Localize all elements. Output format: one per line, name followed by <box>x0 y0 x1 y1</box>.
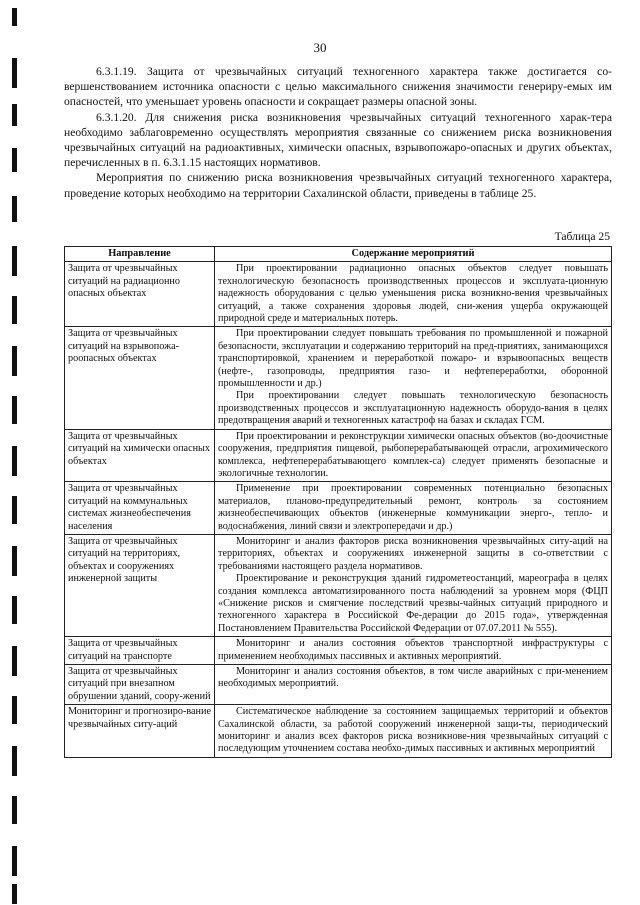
content-paragraph: Систематическое наблюдение за состоянием защищаемых территорий и объектов Сахалинской области, за работой сооружений инженерной защи-ты, периодический мониторинг и анализ всех факторов риска возникнове-ния чрезвычайных ситуаций с последующим уточнением состава необхо-димых пассивных и активных мероприятий <box>218 706 608 755</box>
row-direction: Защита от чрезвычайных ситуаций при внезапном обрушении зданий, соору-жений <box>65 665 215 705</box>
binding-marks <box>12 0 22 905</box>
content-paragraph: При проектировании радиационно опасных объектов следует повышать технологическую безопасность производственных процессов и эксплуата-ционную надежность оборудования с целью уменьшения риска возникно-вения чрезвычайных ситуаций, а также сохранения здоровья людей, сни-жения ущерба окружающей природной среде и материальных потерь. <box>218 263 608 325</box>
table-row <box>65 534 612 636</box>
content-paragraph: При проектировании следует повышать технологическую безопасность производственных процессов и эксплуатационную надежность оборудо-вания в целях предотвращения аварий и техногенных катастроф на базах и складах ГСМ. <box>218 390 608 427</box>
content-paragraph: При проектировании и реконструкции химически опасных объектов (во-доочистные сооружения, предприятия пищевой, рыбоперерабатывающей отрасли, агрохимического комплекса, нефтеперерабатывающего комплек-са) следует применять безопасные и экологичные технологии. <box>218 430 608 479</box>
content-paragraph: Мониторинг и анализ состояния объектов транспортной инфраструктуры с применением необходимых пассивных и активных мероприятий. <box>218 638 608 662</box>
table-caption: Таблица 25 <box>554 230 610 243</box>
table-row <box>65 705 612 758</box>
intro-paragraph: Мероприятия по снижению риска возникновения чрезвычайных ситуаций техногенного характера, проведение которых необходимо на территории Сахалинской области, приведены в таблице 25. <box>64 171 612 200</box>
row-direction: Мониторинг и прогнозиро-вание чрезвычайных ситу-аций <box>65 705 215 758</box>
row-direction: Защита от чрезвычайных ситуаций на химически опасных объектах <box>65 429 215 482</box>
intro-paragraph: 6.3.1.20. Для снижения риска возникновения чрезвычайных ситуаций техногенного харак-тера необходимо заблаговременно осуществлять мероприятия связанные со снижением риска возникновения чрезвычайных ситуаций на радиоактивных, химически опасных, взрывопожаро-опасных и других объектах, перечисленных в п. 6.3.1.15 настоящих нормативов. <box>64 110 612 170</box>
row-direction: Защита от чрезвычайных ситуаций на территориях, объектах и сооружениях инженерной защиты <box>65 534 215 636</box>
row-content <box>215 534 612 636</box>
table-header-row <box>65 247 612 262</box>
page-number: 30 <box>313 40 327 55</box>
row-content <box>215 665 612 705</box>
content-paragraph: Мониторинг и анализ состояния объектов, в том числе аварийных с при-менением необходимых мероприятий. <box>218 666 608 690</box>
column-header-content: Содержание мероприятий <box>215 247 612 262</box>
table-body <box>65 262 612 757</box>
intro-text <box>64 64 612 201</box>
table-row <box>65 637 612 665</box>
measures-table <box>64 246 612 758</box>
row-content <box>215 637 612 665</box>
row-content <box>215 429 612 482</box>
row-content <box>215 705 612 758</box>
row-direction: Защита от чрезвычайных ситуаций на транспорте <box>65 637 215 665</box>
row-direction: Защита от чрезвычайных ситуаций на коммунальных системах жизнеобеспечения населения <box>65 482 215 535</box>
table-row <box>65 665 612 705</box>
table-row <box>65 327 612 429</box>
row-content <box>215 482 612 535</box>
row-content <box>215 262 612 327</box>
table-row <box>65 482 612 535</box>
column-header-direction: Направление <box>65 247 215 262</box>
content-paragraph: Проектирование и реконструкция зданий гидрометеостанций, мареографа в целях создания комплекса автоматизированного поста наблюдений за уровнем моря (ФЦП «Снижение рисков и смягчение последствий чрезвы-чайных ситуаций природного и техногенного характера в Российской Фе-дерации до 2015 года», утвержденная Постановлением Правительства Российской Федерации от 07.07.2011 № 555). <box>218 573 608 634</box>
table-row <box>65 262 612 327</box>
content-paragraph: Мониторинг и анализ факторов риска возникновения чрезвычайных ситу-аций на территориях, объектах и сооружениях инженерной защиты в со-ответствии с требованиями настоящего раздела нормативов. <box>218 535 608 572</box>
row-direction: Защита от чрезвычайных ситуаций на взрывопожа-роопасных объектах <box>65 327 215 429</box>
content-paragraph: При проектировании следует повышать требования по промышленной и пожарной безопасности, эксплуатации и содержанию территорий на пред-приятиях, занимающихся транспортировкой, хранением и переработкой пожаро- и взрывоопасных веществ (нефте-, газопроводы, предприятия газо- и нефтепереработки, оборонной промышленности и др.) <box>218 328 608 390</box>
table-row <box>65 429 612 482</box>
intro-paragraph: 6.3.1.19. Защита от чрезвычайных ситуаций техногенного характера также достигается со-вершенствованием источника опасности с целью максимального снижения значимости генериру-емых им опасностей, что уменьшает уровень опасности и сокращает размеры опасной зоны. <box>64 65 612 109</box>
row-content <box>215 327 612 429</box>
content-paragraph: Применение при проектировании современных потенциально безопасных материалов, планово-предупредительный ремонт, контроль за состоянием жизнеобеспечивающих объектов (инженерные коммуникации энерго-, тепло- и водоснабжения, линий связи и электропередачи и др.) <box>218 483 608 532</box>
row-direction: Защита от чрезвычайных ситуаций на радиационно опасных объектах <box>65 262 215 327</box>
